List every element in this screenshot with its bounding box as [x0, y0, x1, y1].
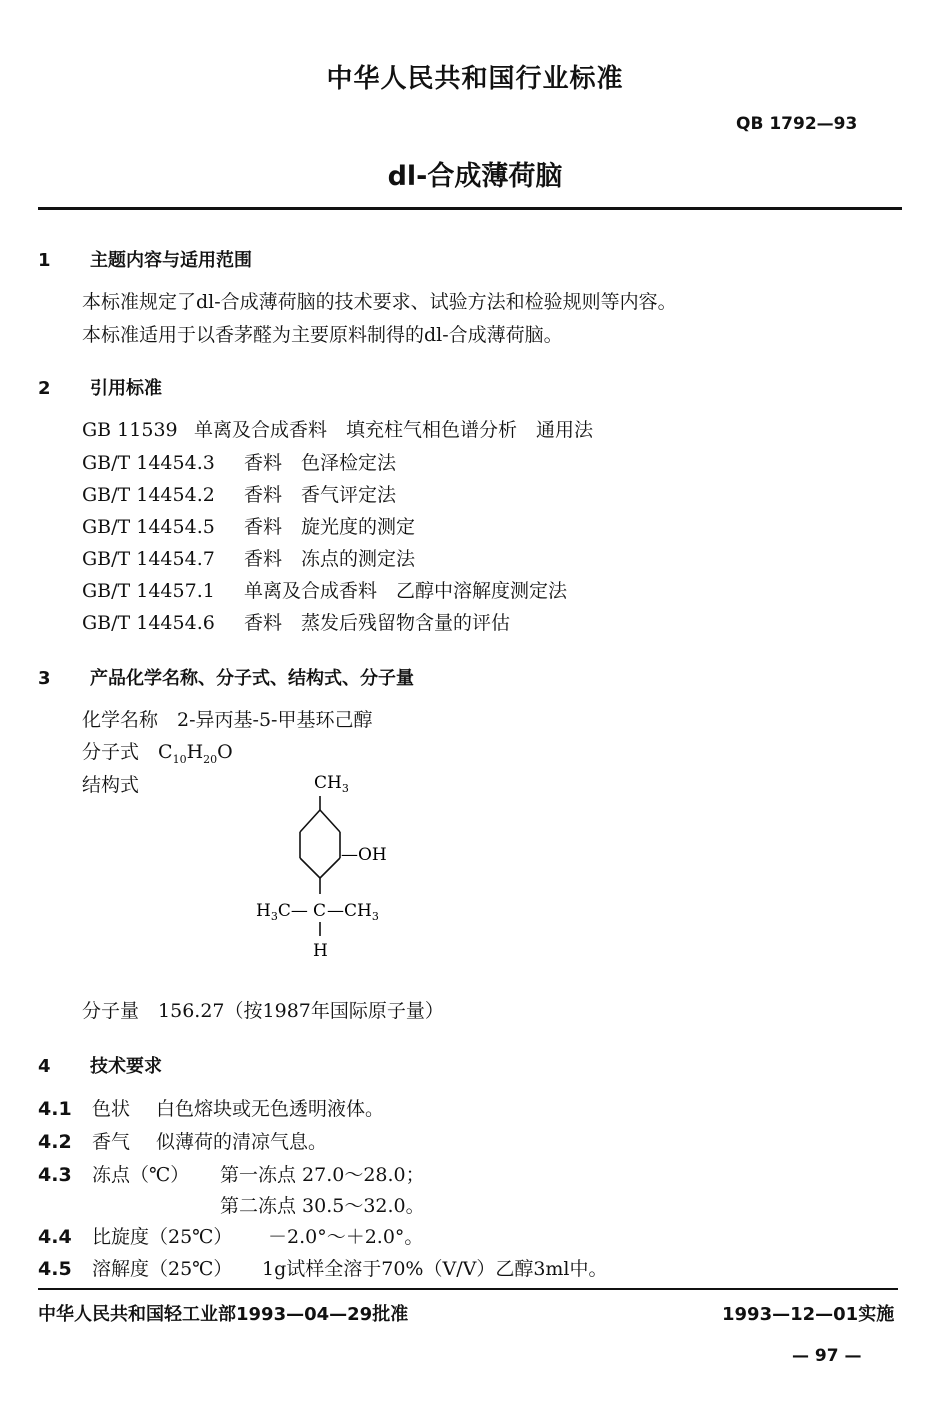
chemical-name-label: 化学名称: [82, 709, 159, 731]
ring-bond: [300, 858, 320, 878]
requirement-label: 色状: [92, 1098, 131, 1120]
section-title: 引用标准: [90, 378, 162, 399]
formula-label: 分子式: [82, 741, 140, 763]
structure-label: 结构式: [82, 774, 140, 796]
formula-h-subscript: 20: [203, 752, 218, 766]
requirement-number: 4.3: [38, 1164, 72, 1186]
formula-o: O: [217, 741, 233, 763]
reference-item: [82, 448, 396, 475]
requirement-value: 白色熔块或无色透明液体。: [156, 1098, 385, 1120]
structural-formula: [240, 760, 440, 970]
requirement-item: [38, 1222, 423, 1249]
reference-title: 香料 蒸发后残留物含量的评估: [244, 612, 511, 634]
chemical-name: 2-异丙基-5-甲基环己醇: [177, 709, 373, 731]
approval-statement: 中华人民共和国轻工业部1993—04—29批准: [38, 1304, 409, 1325]
section-number: 4: [38, 1056, 51, 1077]
right-methyl-label: $—CH_3$: [327, 901, 379, 923]
page-number: — 97 —: [792, 1346, 862, 1366]
requirement-number: 4.4: [38, 1226, 72, 1248]
reference-code: GB/T 14454.5: [82, 516, 215, 538]
section-title: 主题内容与适用范围: [90, 250, 252, 271]
reference-title: 香料 冻点的测定法: [244, 548, 416, 570]
section-2-heading: [38, 374, 162, 400]
requirement-value: 似薄荷的清凉气息。: [156, 1131, 328, 1153]
section-4-heading: [38, 1052, 162, 1078]
reference-item: [82, 576, 567, 603]
formula-c: C: [158, 741, 173, 763]
requirement-label: 比旋度（25℃）: [92, 1226, 233, 1248]
requirement-value: 1g试样全溶于70%（V/V）乙醇3ml中。: [262, 1258, 608, 1280]
paragraph: 本标准适用于以香茅醛为主要原料制得的dl-合成薄荷脑。: [82, 324, 563, 346]
section-1-heading: [38, 246, 252, 272]
section-3-heading: [38, 664, 414, 690]
reference-title: 单离及合成香料 乙醇中溶解度测定法: [244, 580, 568, 602]
requirement-value: 第一冻点 27.0～28.0；: [220, 1164, 425, 1186]
reference-code: GB 11539: [82, 419, 178, 441]
standard-code: QB 1792—93: [736, 114, 858, 134]
requirement-item: [38, 1254, 608, 1281]
section-number: 3: [38, 668, 51, 689]
reference-item: [82, 544, 415, 571]
ring-bond: [320, 810, 340, 832]
reference-code: GB/T 14454.6: [82, 612, 215, 634]
reference-title: 香料 色泽检定法: [244, 452, 397, 474]
section-number: 1: [38, 250, 51, 271]
reference-item: [82, 415, 593, 442]
footer-rule: [38, 1288, 898, 1290]
center-carbon-label: C: [313, 901, 327, 921]
effective-date: 1993—12—01实施: [722, 1304, 895, 1325]
requirement-number: 4.2: [38, 1131, 72, 1153]
requirement-item: [38, 1127, 327, 1154]
reference-code: GB/T 14457.1: [82, 580, 215, 602]
formula-h: H: [186, 741, 204, 763]
paragraph: 本标准规定了dl-合成薄荷脑的技术要求、试验方法和检验规则等内容。: [82, 291, 677, 313]
requirement-label: 溶解度（25℃）: [92, 1258, 233, 1280]
requirement-number: 4.5: [38, 1258, 72, 1280]
formula-c-subscript: 10: [172, 752, 187, 766]
section-number: 2: [38, 378, 51, 399]
molecular-weight-value: 156.27（按1987年国际原子量）: [158, 1000, 444, 1022]
requirement-label: 香气: [92, 1131, 131, 1153]
molecular-weight-label: 分子量: [82, 1000, 140, 1022]
reference-title: 香料 香气评定法: [244, 484, 397, 506]
section-title: 技术要求: [90, 1056, 162, 1077]
molecular-weight-line: [82, 996, 444, 1023]
reference-item: [82, 512, 415, 539]
requirement-item: [38, 1160, 425, 1187]
header-rule: [38, 207, 902, 210]
reference-code: GB/T 14454.7: [82, 548, 215, 570]
reference-code: GB/T 14454.3: [82, 452, 215, 474]
requirement-value: －2.0°～＋2.0°。: [268, 1226, 424, 1248]
requirement-label: 冻点（℃）: [92, 1164, 190, 1186]
bottom-hydrogen-label: H: [313, 941, 328, 961]
requirement-value-second-line: 第二冻点 30.5～32.0。: [220, 1195, 425, 1217]
hydroxyl-label: —OH: [341, 845, 387, 865]
reference-item: [82, 608, 510, 635]
reference-title: 香料 旋光度的测定: [244, 516, 416, 538]
ring-bond: [300, 810, 320, 832]
requirement-number: 4.1: [38, 1098, 72, 1120]
formula-line: [82, 737, 233, 766]
document-title: dl-合成薄荷脑: [387, 161, 563, 192]
requirement-item: [38, 1094, 384, 1121]
reference-title: 单离及合成香料 填充柱气相色谱分析 通用法: [194, 419, 594, 441]
reference-item: [82, 480, 396, 507]
left-methyl-label: $H_3C—$: [256, 901, 308, 923]
org-title: 中华人民共和国行业标准: [326, 64, 624, 94]
methyl-top-label: $CH_3$: [314, 773, 349, 795]
chemical-name-line: [82, 705, 372, 732]
section-title: 产品化学名称、分子式、结构式、分子量: [90, 668, 414, 689]
ring-bond: [320, 858, 340, 878]
reference-code: GB/T 14454.2: [82, 484, 215, 506]
